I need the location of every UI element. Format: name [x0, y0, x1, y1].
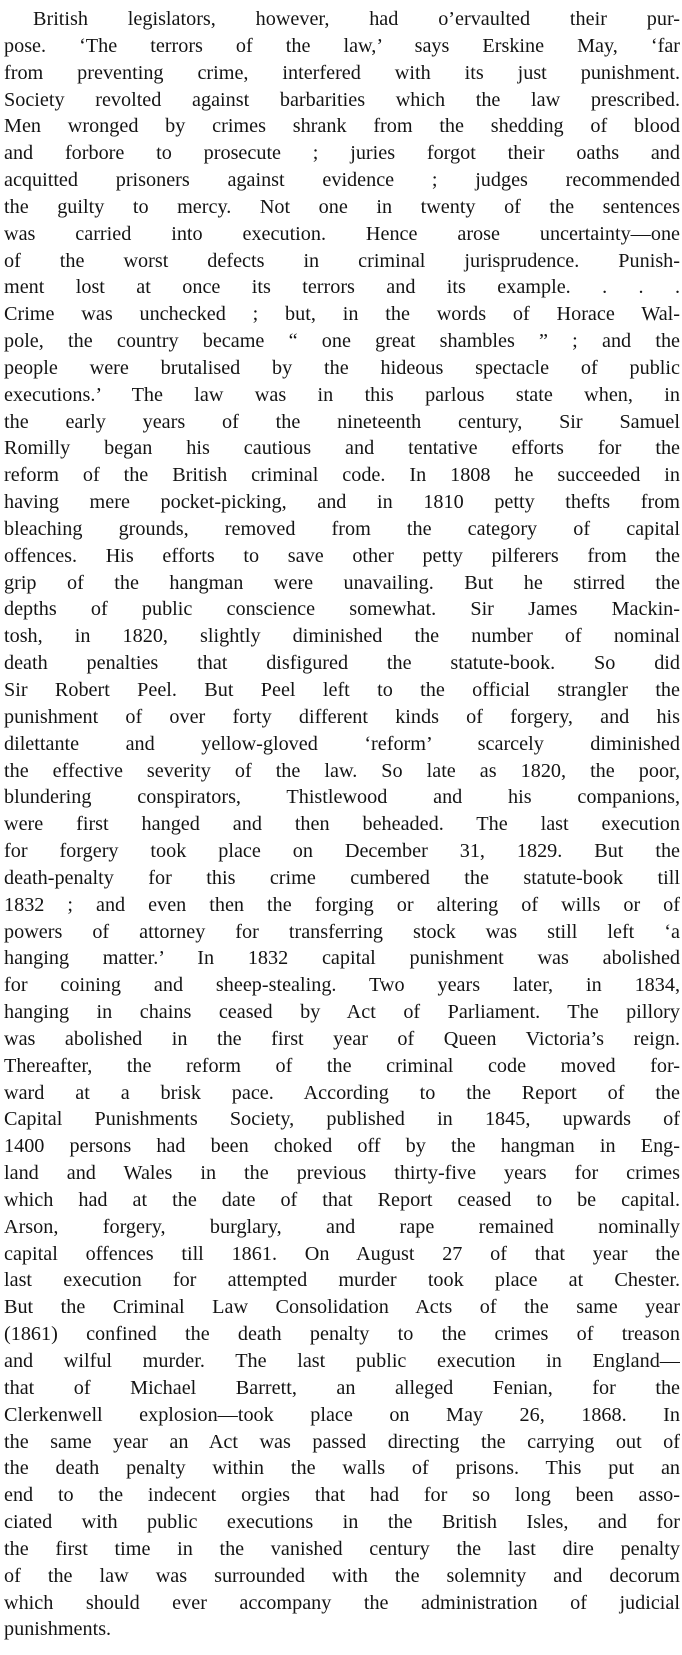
text-line: Capital Punishments Society, published in 1845, upwards of — [4, 1109, 680, 1131]
text-line: the same year an Act was passed directing the carrying out of — [4, 1431, 680, 1453]
text-line: Romilly began his cautious and tentative efforts for the — [4, 438, 680, 460]
text-line: powers of attorney for transferring stock was still left ‘a — [4, 921, 680, 943]
text-line: blundering conspirators, Thistlewood and his companions, — [4, 787, 680, 809]
text-line: which had at the date of that Report ceased to be capital. — [4, 1189, 680, 1211]
text-line: which should ever accompany the administration of judicial — [4, 1592, 680, 1614]
text-line: people were brutalised by the hideous spectacle of public — [4, 357, 680, 379]
text-line: Clerkenwell explosion—took place on May 26, 1868. In — [4, 1404, 680, 1426]
text-line: capital offences till 1861. On August 27 of that year the — [4, 1243, 680, 1265]
text-line: executions.’ The law was in this parlous state when, in — [4, 384, 680, 406]
text-line: Society revolted against barbarities which the law prescribed. — [4, 89, 680, 111]
text-line: punishments. — [4, 1619, 112, 1641]
text-line: ment lost at once its terrors and its example. . . . — [4, 277, 680, 299]
text-line: bleaching grounds, removed from the category of capital — [4, 518, 680, 540]
text-line: Thereafter, the reform of the criminal code moved for- — [4, 1055, 680, 1077]
text-line: hanging matter.’ In 1832 capital punishment was abolished — [4, 948, 680, 970]
text-line: dilettante and yellow-gloved ‘reform’ scarcely diminished — [4, 733, 680, 755]
text-line: the early years of the nineteenth century, Sir Samuel — [4, 411, 680, 433]
text-line: the first time in the vanished century the last dire penalty — [4, 1538, 680, 1560]
text-line: of the law was surrounded with the solemnity and decorum — [4, 1565, 680, 1587]
text-line: depths of public conscience somewhat. Sir James Mackin- — [4, 599, 680, 621]
text-line: and wilful murder. The last public execution in England— — [4, 1351, 680, 1372]
text-line: was carried into execution. Hence arose uncertainty—one — [4, 223, 680, 245]
text-line: for forgery took place on December 31, 1829. But the — [4, 841, 680, 863]
text-line: British legislators, however, had o’ervaulted their pur- — [33, 9, 680, 30]
text-line: from preventing crime, interfered with its just punishment. — [4, 62, 680, 84]
text-line: acquitted prisoners against evidence ; judges recommended — [4, 170, 680, 192]
text-line: end to the indecent orgies that had for so long been asso- — [4, 1485, 680, 1507]
text-line: were first hanged and then beheaded. The last execution — [4, 814, 680, 836]
text-line: ward at a brisk pace. According to the Report of the — [4, 1082, 680, 1104]
text-line: tosh, in 1820, slightly diminished the number of nominal — [4, 626, 680, 648]
text-line: the effective severity of the law. So late as 1820, the poor, — [4, 760, 680, 782]
text-line: (1861) confined the death penalty to the crimes of treason — [4, 1324, 680, 1346]
text-line: death-penalty for this crime cumbered the statute-book till — [4, 867, 680, 889]
text-line: last execution for attempted murder took place at Chester. — [4, 1270, 680, 1292]
text-line: But the Criminal Law Consolidation Acts of the same year — [4, 1297, 680, 1319]
text-line: for coining and sheep-stealing. Two years later, in 1834, — [4, 975, 680, 997]
text-line: that of Michael Barrett, an alleged Fenian, for the — [4, 1377, 680, 1399]
text-line: and forbore to prosecute ; juries forgot their oaths and — [4, 143, 680, 165]
article-page — [4, 1, 680, 1651]
text-line: ciated with public executions in the British Isles, and for — [4, 1512, 680, 1534]
text-line: offences. His efforts to save other petty pilferers from the — [4, 545, 680, 567]
text-line: land and Wales in the previous thirty-five years for crimes — [4, 1163, 680, 1185]
text-line: the death penalty within the walls of prisons. This put an — [4, 1458, 680, 1480]
text-line: Sir Robert Peel. But Peel left to the official strangler the — [4, 680, 680, 701]
text-line: Arson, forgery, burglary, and rape remained nominally — [4, 1216, 680, 1238]
text-line: was abolished in the first year of Queen Victoria’s reign. — [4, 1028, 680, 1050]
text-line: pole, the country became “ one great shambles ” ; and the — [4, 331, 680, 353]
text-line: the guilty to mercy. Not one in twenty of the sentences — [4, 196, 680, 218]
text-line: grip of the hangman were unavailing. But he stirred the — [4, 572, 680, 594]
text-line: punishment of over forty different kinds of forgery, and his — [4, 706, 680, 728]
text-line: pose. ‘The terrors of the law,’ says Erskine May, ‘far — [4, 35, 680, 57]
text-line: 1400 persons had been choked off by the hangman in Eng- — [4, 1136, 680, 1158]
text-line: reform of the British criminal code. In 1808 he succeeded in — [4, 465, 680, 487]
text-line: having mere pocket-picking, and in 1810 petty thefts from — [4, 492, 680, 514]
text-line: Crime was unchecked ; but, in the words of Horace Wal- — [4, 304, 680, 326]
text-line: Men wronged by crimes shrank from the shedding of blood — [4, 116, 680, 138]
text-line: of the worst defects in criminal jurisprudence. Punish- — [4, 250, 680, 272]
text-line: death penalties that disfigured the statute-book. So did — [4, 653, 680, 675]
text-line: 1832 ; and even then the forging or altering of wills or of — [4, 894, 680, 916]
text-line: hanging in chains ceased by Act of Parliament. The pillory — [4, 1002, 680, 1024]
